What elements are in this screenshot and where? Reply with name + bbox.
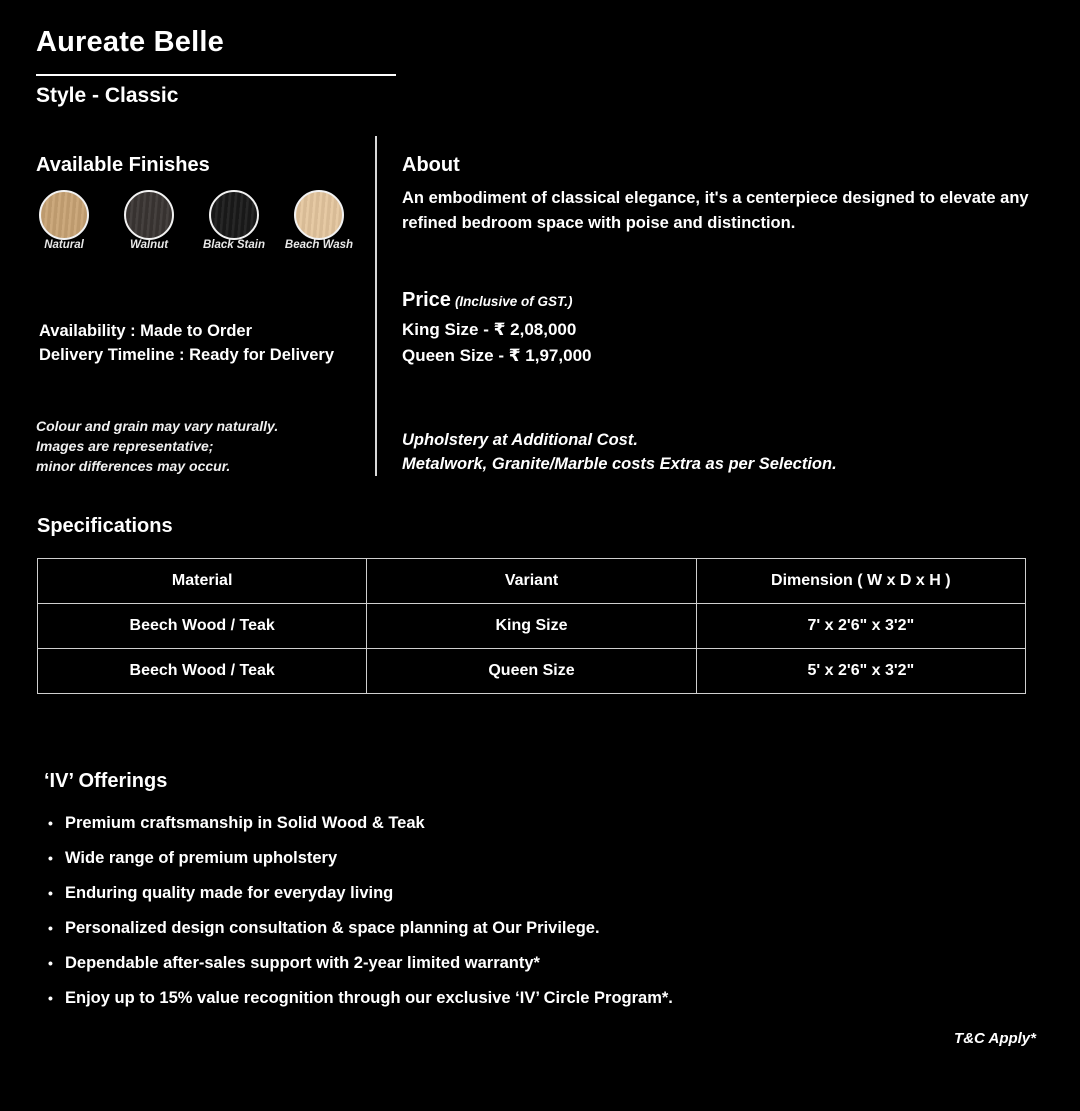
- offering-text: Enduring quality made for everyday living: [65, 884, 394, 902]
- bullet-icon: •: [48, 815, 53, 831]
- table-row: [38, 604, 1026, 649]
- disclaimer-line: Images are representative;: [36, 438, 214, 454]
- title-underline: [36, 74, 396, 76]
- specifications-table: [37, 558, 1026, 694]
- finish-swatch-black-stain[interactable]: [209, 190, 259, 240]
- about-heading: About: [402, 154, 460, 176]
- bullet-icon: •: [48, 955, 53, 971]
- price-heading: [402, 289, 572, 312]
- offering-text: Enjoy up to 15% value recognition through our exclusive ‘IV’ Circle Program*.: [65, 989, 673, 1007]
- finish-label-natural: Natural: [44, 239, 84, 251]
- offering-text: Premium craftsmanship in Solid Wood & Teak: [65, 814, 425, 832]
- finish-label-beach-wash: Beach Wash: [284, 239, 354, 251]
- availability-block: [39, 319, 334, 367]
- metalwork-cost-note: Metalwork, Granite/Marble costs Extra as per Selection.: [402, 455, 837, 473]
- delivery-timeline-text: Delivery Timeline : Ready for Delivery: [39, 346, 334, 364]
- table-row: [38, 649, 1026, 694]
- terms-and-conditions-note: T&C Apply*: [954, 1030, 1036, 1047]
- disclaimer-line: Colour and grain may vary naturally.: [36, 418, 279, 434]
- list-item: [48, 846, 673, 881]
- bullet-icon: •: [48, 990, 53, 1006]
- offering-text: Personalized design consultation & space planning at Our Privilege.: [65, 919, 600, 937]
- column-header-variant: Variant: [367, 559, 696, 604]
- price-king-size: King Size - ₹ 2,08,000: [402, 320, 577, 339]
- offerings-list: [48, 811, 673, 1021]
- disclaimer-line: minor differences may occur.: [36, 458, 231, 474]
- offering-text: Wide range of premium upholstery: [65, 849, 338, 867]
- upholstery-cost-note: Upholstery at Additional Cost.: [402, 431, 638, 449]
- disclaimer-note: [36, 416, 278, 476]
- product-title: Aureate Belle: [36, 26, 224, 58]
- table-cell-variant: King Size: [367, 604, 696, 649]
- table-cell-dimension: 7' x 2'6" x 3'2": [696, 604, 1025, 649]
- column-header-dimension: Dimension ( W x D x H ): [696, 559, 1025, 604]
- table-cell-variant: Queen Size: [367, 649, 696, 694]
- list-item: [48, 916, 673, 951]
- offerings-heading: ‘IV’ Offerings: [44, 770, 168, 792]
- finish-swatch-walnut[interactable]: [124, 190, 174, 240]
- list-item: [48, 951, 673, 986]
- bullet-icon: •: [48, 850, 53, 866]
- price-title-text: Price: [402, 289, 451, 311]
- availability-text: Availability : Made to Order: [39, 322, 253, 340]
- price-queen-size: Queen Size - ₹ 1,97,000: [402, 346, 592, 365]
- product-style: Style - Classic: [36, 84, 179, 107]
- finish-label-walnut: Walnut: [129, 239, 169, 251]
- finish-label-black-stain: Black Stain: [203, 239, 265, 251]
- finishes-heading: Available Finishes: [36, 154, 210, 176]
- bullet-icon: •: [48, 885, 53, 901]
- table-header-row: [38, 559, 1026, 604]
- offering-text: Dependable after-sales support with 2-year limited warranty*: [65, 954, 540, 972]
- list-item: [48, 811, 673, 846]
- price-gst-note: (Inclusive of GST.): [454, 294, 573, 309]
- table-cell-material: Beech Wood / Teak: [38, 604, 367, 649]
- column-header-material: Material: [38, 559, 367, 604]
- additional-costs-note: [402, 428, 837, 476]
- finish-swatch-beach-wash[interactable]: [294, 190, 344, 240]
- list-item: [48, 986, 673, 1021]
- about-description: An embodiment of classical elegance, it's a centerpiece designed to elevate any refined bedroom space with poise and distinction.: [402, 189, 1029, 232]
- column-divider: [375, 136, 377, 476]
- table-cell-material: Beech Wood / Teak: [38, 649, 367, 694]
- table-cell-dimension: 5' x 2'6" x 3'2": [696, 649, 1025, 694]
- finish-swatch-natural[interactable]: [39, 190, 89, 240]
- specifications-heading: Specifications: [37, 515, 173, 537]
- list-item: [48, 881, 673, 916]
- bullet-icon: •: [48, 920, 53, 936]
